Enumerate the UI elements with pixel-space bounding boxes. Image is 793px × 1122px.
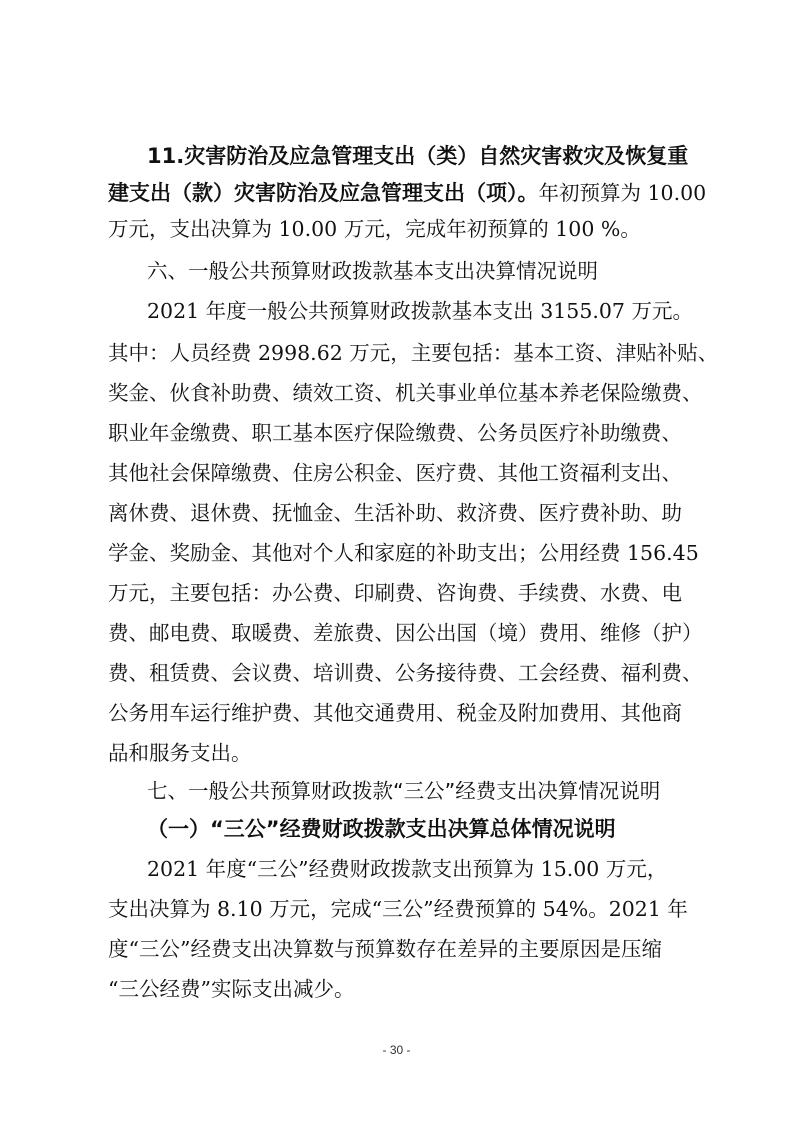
- section-6-line-11: 品和服务支出。: [108, 741, 252, 765]
- section-6-line-8: 费、邮电费、取暖费、差旅费、因公出国（境）费用、维修（护）: [108, 621, 703, 645]
- section-7-line-3: “三公经费”实际支出减少。: [108, 977, 355, 1001]
- section-6-line-5: 离休费、退休费、抚恤金、生活补助、救济费、医疗费补助、助: [108, 501, 682, 525]
- section-11-line-2: [108, 179, 706, 207]
- section-11-line-2-text: 年初预算为 10.00: [538, 181, 707, 205]
- section-7-subheading: （一）“三公”经费财政拨款支出决算总体情况说明: [147, 817, 616, 841]
- section-6-line-4: 其他社会保障缴费、住房公积金、医疗费、其他工资福利支出、: [108, 461, 682, 485]
- section-6-line-9: 费、租赁费、会议费、培训费、公务接待费、工会经费、福利费、: [108, 661, 703, 685]
- section-6-line-7: 万元，主要包括：办公费、印刷费、咨询费、手续费、水费、电: [108, 581, 682, 605]
- section-6-line-2: 奖金、伙食补助费、绩效工资、机关事业单位基本养老保险缴费、: [108, 381, 703, 405]
- section-11-line-1: 11.灾害防治及应急管理支出（类）自然灾害救灾及恢复重: [147, 144, 689, 168]
- section-6-line-1: 其中：人员经费 2998.62 万元，主要包括：基本工资、津贴补贴、: [108, 341, 719, 365]
- section-7-line-1: 支出决算为 8.10 万元，完成“三公”经费预算的 54%。2021 年: [108, 897, 688, 921]
- section-6-line-3: 职业年金缴费、职工基本医疗保险缴费、公务员医疗补助缴费、: [108, 421, 682, 445]
- section-7-line-0: 2021 年度“三公”经费财政拨款支出预算为 15.00 万元，: [147, 857, 668, 881]
- section-6-line-0: 2021 年度一般公共预算财政拨款基本支出 3155.07 万元。: [147, 299, 693, 323]
- section-11-line-3: 万元，支出决算为 10.00 万元，完成年初预算的 100 %。: [108, 217, 641, 241]
- section-6-heading: 六、一般公共预算财政拨款基本支出决算情况说明: [147, 259, 598, 283]
- section-7-line-2: 度“三公”经费支出决算数与预算数存在差异的主要原因是压缩: [108, 937, 662, 961]
- section-6-line-10: 公务用车运行维护费、其他交通费用、税金及附加费用、其他商: [108, 701, 682, 725]
- section-7-heading: 七、一般公共预算财政拨款“三公”经费支出决算情况说明: [147, 779, 661, 803]
- page-number: - 30 -: [382, 1043, 411, 1057]
- section-6-line-6: 学金、奖励金、其他对个人和家庭的补助支出；公用经费 156.45: [108, 541, 699, 565]
- section-11-line-2-bold: 建支出（款）灾害防治及应急管理支出（项）。: [108, 181, 539, 205]
